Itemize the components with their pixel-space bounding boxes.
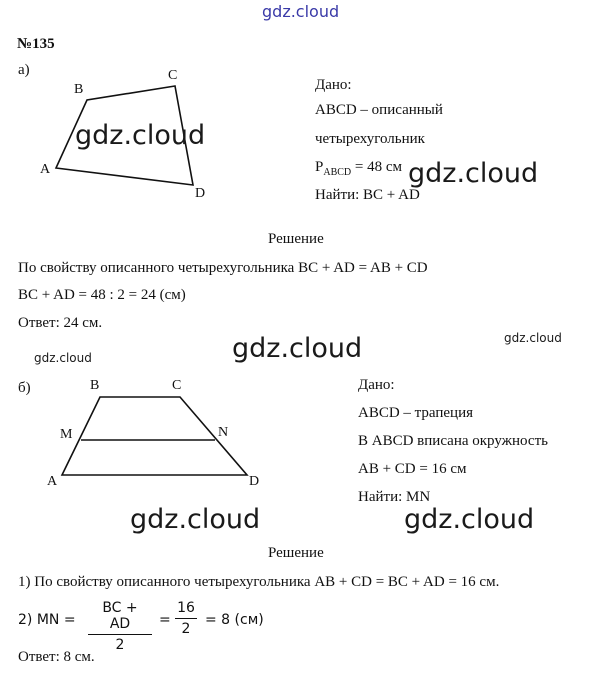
- fraction-denominator: 2: [181, 621, 191, 637]
- vertex-c-label: C: [172, 378, 182, 393]
- given-line: ABCD – описанный: [315, 102, 443, 118]
- fraction-sixteen-over-two: [175, 600, 197, 637]
- vertex-c-label: C: [168, 68, 178, 83]
- given-line: четырехугольник: [315, 131, 425, 147]
- vertex-a-label: A: [47, 474, 58, 489]
- solution-step: По свойству описанного четырехугольника BC + AD = AB + CD: [18, 260, 428, 276]
- vertex-m-label: M: [60, 427, 73, 442]
- given-title: Дано:: [358, 377, 395, 393]
- watermark: gdz.cloud: [130, 504, 261, 535]
- given-title: Дано:: [315, 77, 352, 93]
- watermark: gdz.cloud: [408, 158, 539, 189]
- solution-title: Решение: [268, 231, 324, 247]
- answer-line: Ответ: 8 см.: [18, 649, 95, 665]
- find-line: Найти: MN: [358, 489, 431, 505]
- watermark: gdz.cloud: [232, 333, 363, 364]
- given-line: В ABCD вписана окружность: [358, 433, 548, 449]
- vertex-d-label: D: [195, 186, 206, 201]
- formula-prefix: 2) MN =: [18, 612, 76, 628]
- header-watermark: gdz.cloud: [262, 2, 340, 21]
- given-line: AB + CD = 16 см: [358, 461, 467, 477]
- watermark: gdz.cloud: [75, 120, 206, 151]
- formula-result: = 8 (см): [205, 612, 264, 628]
- find-line: Найти: BC + AD: [315, 187, 420, 203]
- vertex-b-label: B: [74, 82, 84, 97]
- vertex-b-label: B: [90, 378, 100, 393]
- solution-step: BC + AD = 48 : 2 = 24 (см): [18, 287, 186, 303]
- given-perimeter: $P_{ABCD} = 48$ см: [315, 159, 402, 178]
- solution-title: Решение: [268, 545, 324, 561]
- fraction-denominator: 2: [115, 637, 125, 653]
- fraction-numerator: BC + AD: [88, 600, 152, 635]
- fraction-sum-over-two: [88, 600, 152, 653]
- answer-line: Ответ: 24 см.: [18, 315, 103, 331]
- part-a-label: а): [18, 62, 30, 78]
- watermark: gdz.cloud: [504, 331, 562, 345]
- vertex-n-label: N: [218, 425, 229, 440]
- watermark: gdz.cloud: [404, 504, 535, 535]
- equals-sign: =: [159, 612, 171, 628]
- part-b-label: б): [18, 380, 31, 396]
- problem-number: №135: [17, 36, 55, 52]
- watermark: gdz.cloud: [34, 351, 92, 365]
- fraction-numerator: 16: [175, 600, 197, 619]
- given-line: ABCD – трапеция: [358, 405, 474, 421]
- vertex-a-label: A: [40, 162, 51, 177]
- vertex-d-label: D: [249, 474, 260, 489]
- solution-step: 1) По свойству описанного четырехугольника AB + CD = BC + AD = 16 см.: [18, 574, 500, 590]
